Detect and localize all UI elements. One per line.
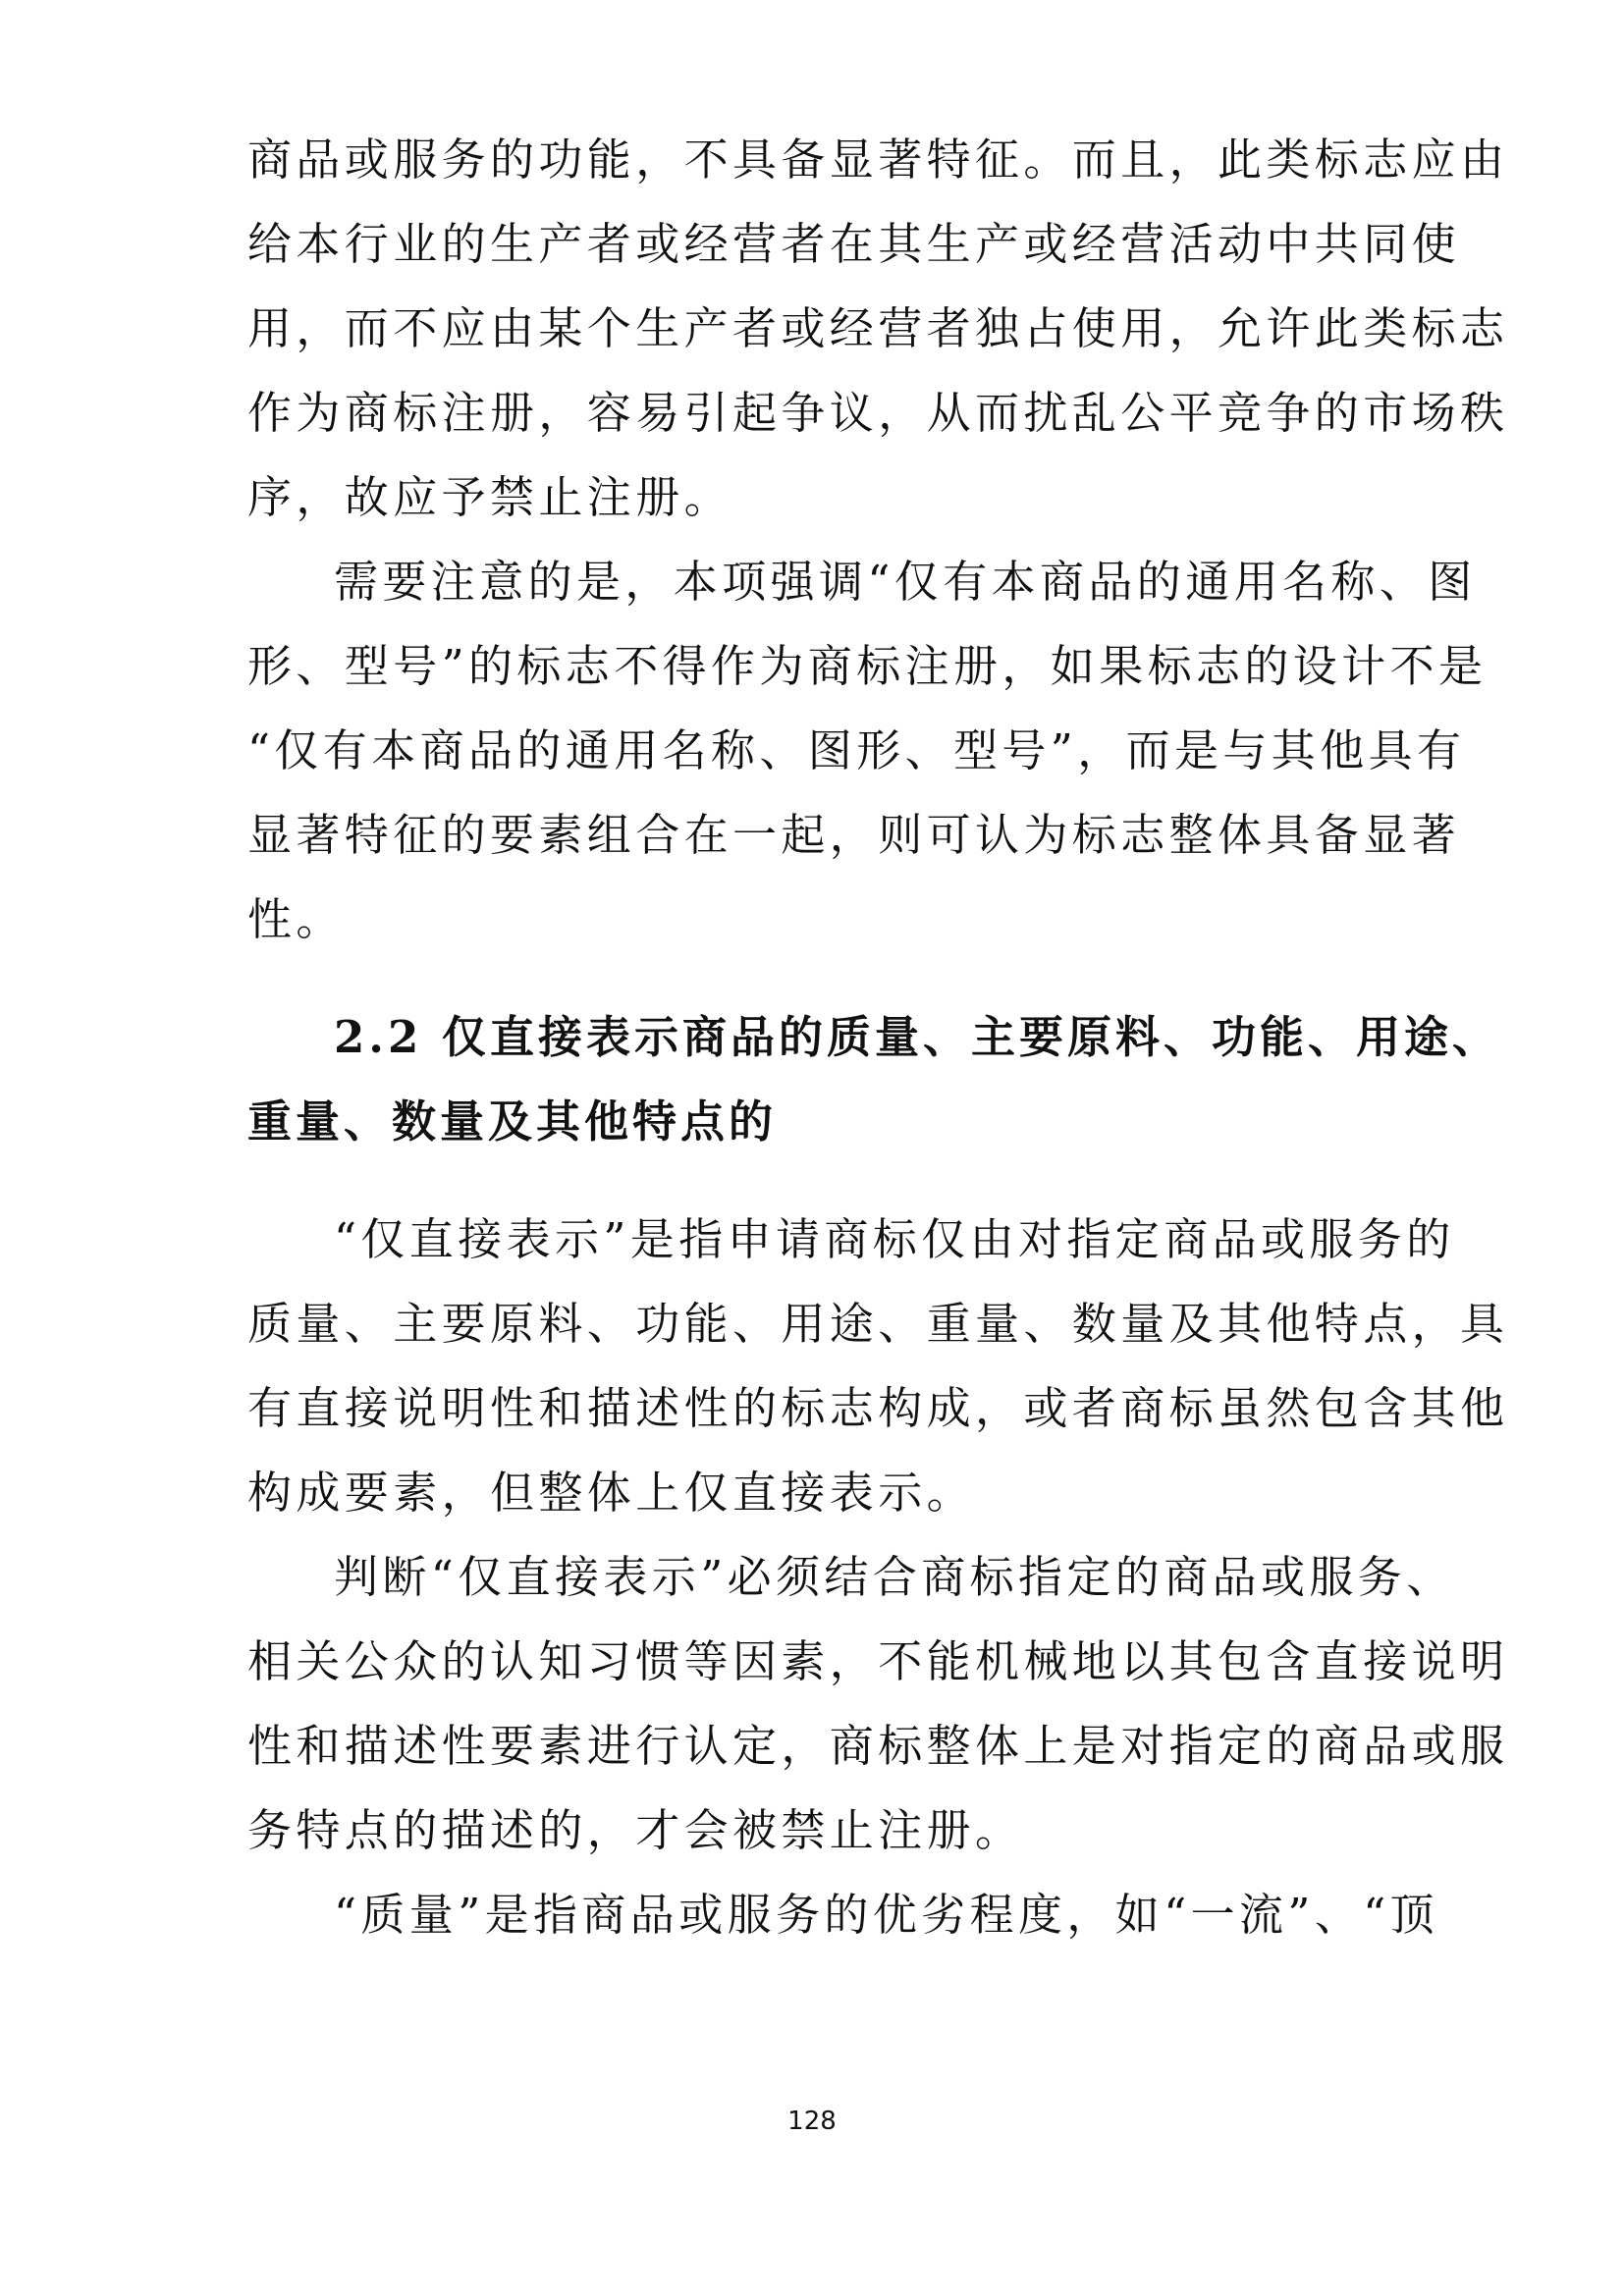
paragraph-line: 需要注意的是，本项强调“仅有本商品的通用名称、图	[334, 556, 1477, 608]
paragraph-line: 用，而不应由某个生产者或经营者独占使用，允许此类标志	[247, 302, 1509, 354]
paragraph-line: “质量”是指商品或服务的优劣程度，如“一流”、“顶	[334, 1889, 1439, 1941]
paragraph-line: “仅有本商品的通用名称、图形、型号”，而是与其他具有	[247, 724, 1466, 776]
paragraph-line: 务特点的描述的，才会被禁止注册。	[247, 1804, 1024, 1856]
paragraph-line: 形、型号”的标志不得作为商标注册，如果标志的设计不是	[247, 640, 1488, 692]
paragraph-line: 判断“仅直接表示”必须结合商标指定的商品或服务、	[334, 1551, 1455, 1603]
paragraph-line: 质量、主要原料、功能、用途、重量、数量及其他特点，具	[247, 1298, 1509, 1350]
paragraph-line: 性和描述性要素进行认定，商标整体上是对指定的商品或服	[247, 1720, 1509, 1772]
paragraph-line: 商品或服务的功能，不具备显著特征。而且，此类标志应由	[247, 133, 1509, 186]
section-heading: 重量、数量及其他特点的	[247, 1095, 778, 1148]
paragraph-line: 作为商标注册，容易引起争议，从而扰乱公平竞争的市场秩	[247, 387, 1509, 439]
paragraph-line: “仅直接表示”是指申请商标仅由对指定商品或服务的	[334, 1213, 1455, 1265]
paragraph-line: 相关公众的认知习惯等因素，不能机械地以其包含直接说明	[247, 1635, 1509, 1687]
paragraph-line: 构成要素，但整体上仅直接表示。	[247, 1467, 976, 1519]
page-number: 128	[787, 2107, 837, 2136]
paragraph-line: 序，故应予禁止注册。	[247, 471, 733, 523]
paragraph-line: 有直接说明性和描述性的标志构成，或者商标虽然包含其他	[247, 1382, 1509, 1434]
paragraph-line: 显著特征的要素组合在一起，则可认为标志整体具备显著	[247, 809, 1461, 861]
paragraph-line: 性。	[247, 893, 345, 945]
section-heading: 2.2 仅直接表示商品的质量、主要原料、功能、用途、	[334, 1011, 1500, 1063]
paragraph-line: 给本行业的生产者或经营者在其生产或经营活动中共同使	[247, 218, 1461, 270]
